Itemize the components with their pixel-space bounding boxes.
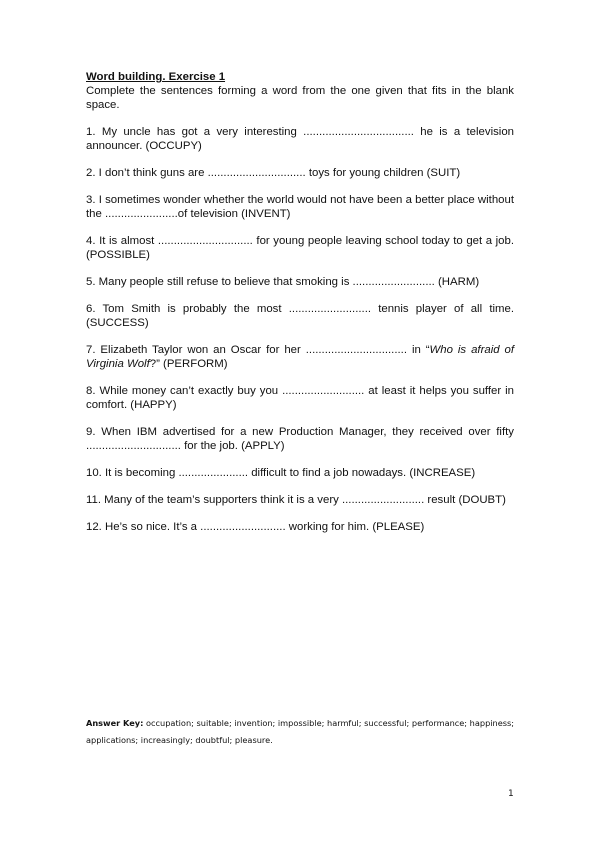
question-7-before: 7. Elizabeth Taylor won an Oscar for her ................................ in “ [86, 344, 430, 356]
exercise-title: Word building. Exercise 1 [86, 71, 226, 83]
question-12: 12. He’s so nice. It’s a ........................... working for him. (PLEASE) [86, 521, 425, 533]
page-number: 1 [508, 789, 514, 799]
question-8: 8. While money can’t exactly buy you .......................... at least it helps you suffer in comfort. (HAPPY) [86, 385, 514, 411]
question-10: 10. It is becoming ...................... difficult to find a job nowadays. (INCREASE) [86, 467, 476, 479]
answer-key [86, 715, 516, 749]
question-11: 11. Many of the team’s supporters think it is a very .......................... result (DOUBT) [86, 494, 506, 506]
question-6: 6. Tom Smith is probably the most .......................... tennis player of all time. (SUCCESS) [86, 303, 514, 329]
question-3: 3. I sometimes wonder whether the world would not have been a better place without the .......................of television (INVENT) [86, 194, 514, 220]
question-4: 4. It is almost .............................. for young people leaving school today to get a job. (POSSIBLE) [86, 235, 514, 261]
answer-key-label: Answer Key: [86, 718, 144, 728]
question-7-after: ?” (PERFORM) [149, 358, 228, 370]
question-1: 1. My uncle has got a very interesting ................................... he is a television announcer. (OCCUPY) [86, 126, 514, 152]
instructions: Complete the sentences forming a word from the one given that fits in the blank space. [86, 85, 514, 111]
question-5: 5. Many people still refuse to believe that smoking is .......................... (HARM) [86, 276, 480, 288]
answer-key-text: occupation; suitable; invention; impossible; harmful; successful; performance; happiness; applications; increasingly; doubtful; pleasure. [86, 718, 515, 745]
question-2: 2. I don’t think guns are ............................... toys for young children (SUIT) [86, 167, 461, 179]
question-9: 9. When IBM advertised for a new Production Manager, they received over fifty .............................. for the job. (APPLY) [86, 426, 514, 452]
question-7-italic-title: Who is afraid of Virginia Wolf [86, 344, 514, 370]
question-7 [86, 343, 514, 371]
exercise-content [86, 70, 514, 534]
